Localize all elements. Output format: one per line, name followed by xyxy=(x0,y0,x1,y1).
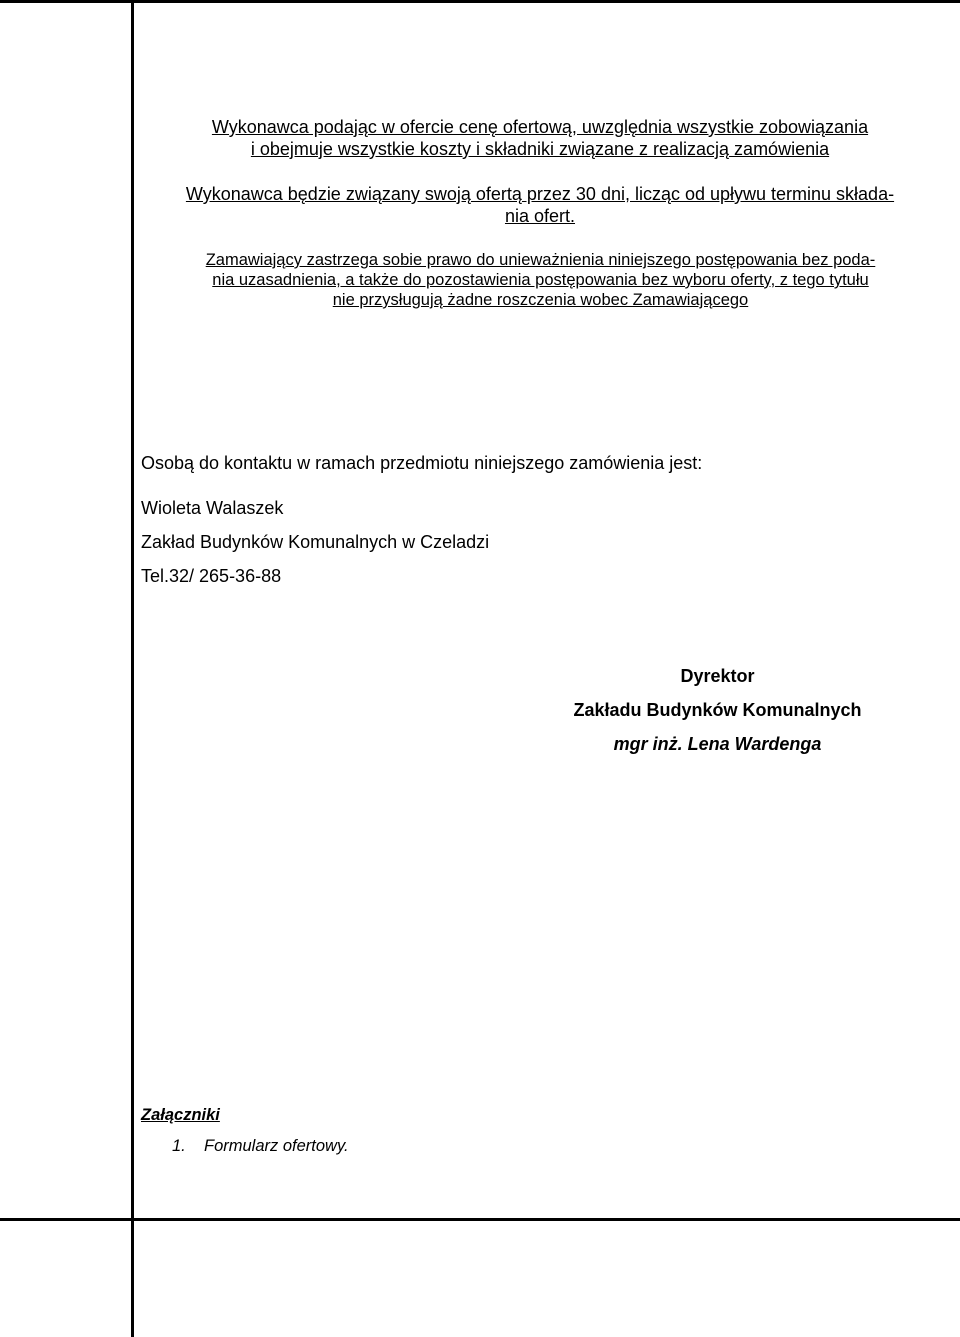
top-border-line xyxy=(0,0,960,3)
attachment-item-label: Formularz ofertowy. xyxy=(204,1137,349,1155)
signature-organization: Zakładu Budynków Komunalnych xyxy=(573,700,862,720)
offer-validity-paragraph xyxy=(150,183,930,227)
attachment-item xyxy=(172,1137,349,1156)
attachment-item-number: 1. xyxy=(172,1137,186,1155)
contact-intro: Osobą do kontaktu w ramach przedmiotu niniejszego zamówienia jest: xyxy=(141,453,703,473)
contact-name: Wioleta Walaszek xyxy=(141,498,284,518)
price-clause-line-1: Wykonawca podając w ofercie cenę ofertową, uwzględnia wszystkie zobowiązania xyxy=(211,117,869,137)
cancellation-clause-line-3: nie przysługują żadne roszczenia wobec Zamawiającego xyxy=(332,291,749,309)
signature-title: Dyrektor xyxy=(680,666,755,686)
contact-organization: Zakład Budynków Komunalnych w Czeladzi xyxy=(141,532,490,552)
attachments-heading: Załączniki xyxy=(141,1106,220,1124)
signature-name: mgr inż. Lena Wardenga xyxy=(613,734,822,754)
left-margin-line xyxy=(131,0,134,1337)
offer-validity-line-1: Wykonawca będzie związany swoją ofertą przez 30 dni, licząc od upływu terminu składa- xyxy=(185,184,895,204)
price-clause-paragraph xyxy=(150,116,930,160)
bottom-border-line xyxy=(0,1218,960,1221)
cancellation-clause-line-1: Zamawiający zastrzega sobie prawo do unieważnienia niniejszego postępowania bez poda- xyxy=(205,251,876,269)
contact-phone: Tel.32/ 265-36-88 xyxy=(141,566,282,586)
price-clause-line-2: i obejmuje wszystkie koszty i składniki związane z realizacją zamówienia xyxy=(250,139,830,159)
offer-validity-line-2: nia ofert. xyxy=(504,206,576,226)
cancellation-clause-line-2: nia uzasadnienia, a także do pozostawienia postępowania bez wyboru oferty, z tego tytułu xyxy=(212,271,869,289)
cancellation-clause-paragraph xyxy=(143,250,938,310)
